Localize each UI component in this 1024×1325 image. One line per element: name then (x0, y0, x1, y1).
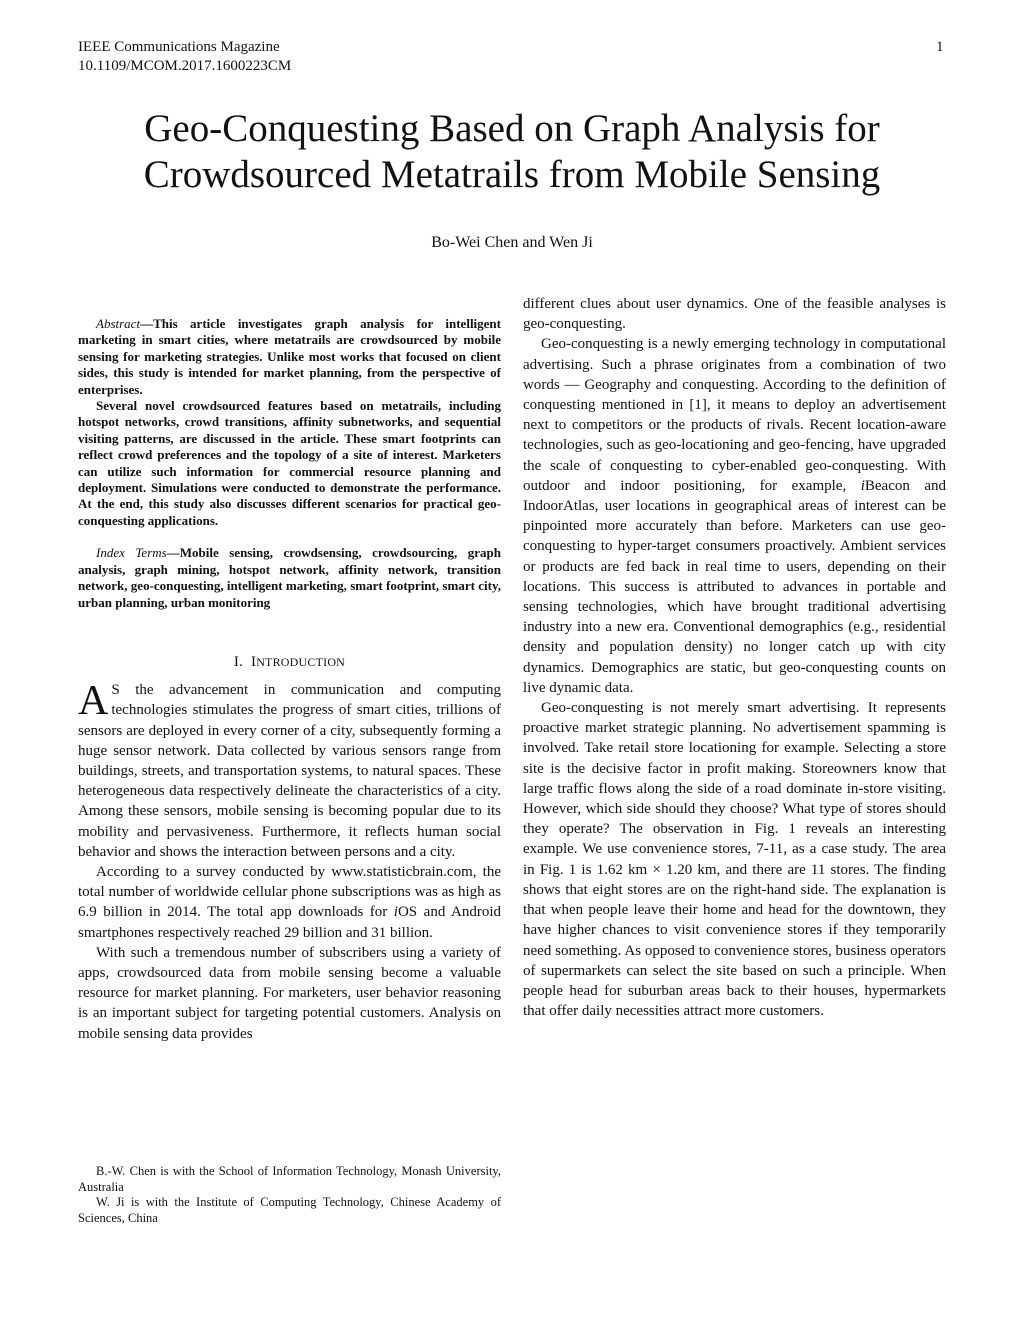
index-terms-text: Mobile sensing, crowdsensing, crowdsourcing, graph analysis, graph mining, hotspot network, affinity network, transition network, geo-conquesting, intelligent marketing, smart footprint, smart city, urban planning, urban monitoring (78, 545, 501, 610)
footnote-2: W. Ji is with the Institute of Computing Technology, Chinese Academy of Sciences, China (78, 1195, 501, 1225)
right-text-2b: Beacon and IndoorAtlas, user locations in geographical areas of interest can be pinpointed more accurately than before. Marketers can use geo-conquesting to hyper-target consumers proactively. Ambient services or products are fed back in real time to users, depending on their locations. This success is attributed to advances in portable and sensing technologies, which have brought traditional advertising industry into a new era. Conventional demographics (e.g., residential density and population density) no longer catch up with city dynamics. Demographics are static, but geo-conquesting counts on live dynamic data. (523, 477, 946, 696)
journal-name: IEEE Communications Magazine (78, 39, 280, 55)
intro-paragraph-3: With such a tremendous number of subscribers using a variety of apps, crowdsourced data from mobile sensing become a valuable resource for market planning. For marketers, user behavior reasoning is an important subject for targeting potential customers. Analysis on mobile sensing data provides (78, 944, 501, 1042)
left-column (78, 316, 501, 1044)
abstract (78, 316, 501, 611)
intro-paragraph-2 (78, 862, 501, 943)
section-heading-introduction (78, 652, 501, 672)
abstract-dash: — (140, 316, 154, 331)
right-text-2-italic: i (860, 477, 865, 494)
abstract-text-1: This article investigates graph analysis for intelligent marketing in smart cities, where metatrails are crowdsourced by mobile sensing for marketing strategies. Unlike most works that focused on client sides, this study is intended for market planning, from the perspective of enterprises. (78, 316, 501, 397)
intro-text-2b: OS and Android smartphones respectively reached 29 billion and 31 billion. (78, 904, 501, 941)
intro-text-2-italic: i (393, 904, 398, 921)
title-line-2: Crowdsourced Metatrails from Mobile Sensing (143, 153, 881, 196)
index-terms-dash: — (166, 545, 180, 561)
footnote-1: B.-W. Chen is with the School of Information Technology, Monash University, Australia (78, 1164, 501, 1194)
drop-cap: A (78, 678, 109, 725)
footnotes (78, 1164, 501, 1226)
right-paragraph-1: different clues about user dynamics. One of the feasible analyses is geo-conquesting. (523, 296, 946, 333)
right-paragraph-3: Geo-conquesting is not merely smart advertising. It represents proactive market strategic planning. No advertisement spamming is involved. Take retail store locationing for example. Selecting a store site is the decisive factor in profit making. Storeowners know that large traffic flows along the side of a road dominate in-store visiting. However, which side should they choose? What type of stores should they operate? The observation in Fig. 1 reveals an interesting example. We use convenience stores, 7-11, as a case study. The area in Fig. 1 is 1.62 km × 1.20 km, and there are 11 stores. The finding shows that eight stores are on the right-hand side. The explanation is that when people leave their home and head for the downtown, they have higher chances to visit convenience stores if they temporarily need something. As opposed to convenience stores, business operators of supermarkets can select the site based on such a principle. When people head for suburban areas back to their houses, hypermarkets that offer daily necessities attract more customers. (523, 700, 946, 1020)
section-title-first: I (250, 653, 257, 670)
abstract-paragraph-2: Several novel crowdsourced features based on metatrails, including hotspot networks, crowd transitions, affinity subnetworks, and sequential visiting patterns, are discussed in the article. These smart footprints can reflect crowd preferences and the topology of a site of interest. Marketers can utilize such information for commercial resource planning and deployment. Simulations were conducted to demonstrate the performance. At the end, this study also discusses different scenarios for practical geo-conquesting applications. (78, 398, 501, 528)
right-column (523, 294, 946, 1021)
title-line-1: Geo-Conquesting Based on Graph Analysis for (144, 107, 880, 150)
abstract-label: Abstract (96, 316, 141, 331)
section-title-rest: NTRODUCTION (256, 654, 346, 669)
intro-text-2a: According to a survey conducted by www.statisticbrain.com, the total number of worldwide cellular phone subscriptions was as high as 6.9 billion in 2014. The total app downloads for (78, 863, 501, 921)
intro-text-1: S the advancement in communication and computing technologies stimulates the progress of smart cities, trillions of sensors are deployed in every corner of a city, subsequently forming a huge sensor network. Data collected by various sensors range from buildings, streets, and transportation systems, to natural spaces. These heterogeneous data respectively delineate the characteristics of a city. Among these sensors, mobile sensing is becoming popular due to its mobility and pervasiveness. Furthermore, it reflects human social behavior and shows the interaction between persons and a city. (78, 682, 501, 860)
right-paragraph-2 (523, 334, 946, 698)
paper-title (0, 106, 1024, 198)
index-terms (78, 545, 501, 611)
intro-paragraph-1 (78, 680, 501, 862)
doi: 10.1109/MCOM.2017.1600223CM (78, 58, 292, 74)
authors: Bo-Wei Chen and Wen Ji (431, 234, 593, 251)
abstract-paragraph-1 (78, 316, 501, 398)
page-number: 1 (936, 39, 944, 55)
section-number: I. (233, 653, 244, 670)
index-terms-label: Index Terms (96, 545, 167, 561)
right-text-2a: Geo-conquesting is a newly emerging technology in computational advertising. Such a phrase originates from a combination of two words — Geography and conquesting. According to the definition of conquesting mentioned in [1], it means to deploy an advertisement next to competitors or the products of rivals. Recent location-aware technologies, such as geo-locationing and geo-fencing, have upgraded the scale of conquesting to cyber-enabled geo-conquesting. With outdoor and indoor positioning, for example, (523, 336, 946, 494)
